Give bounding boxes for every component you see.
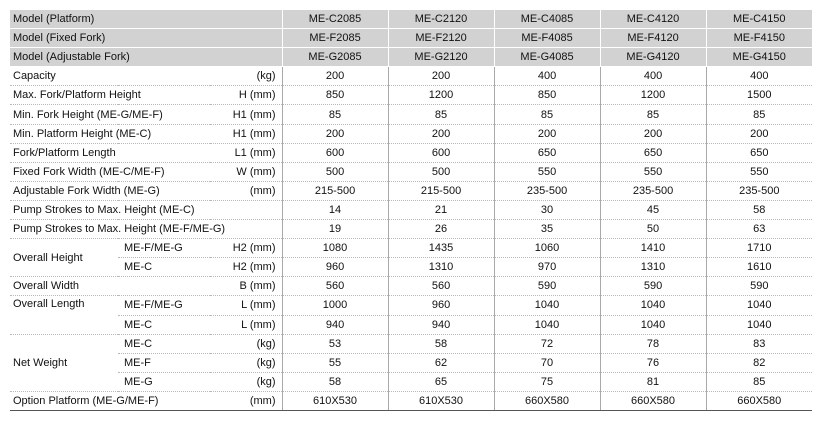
value-cell: 85 — [706, 372, 812, 391]
row-label: Adjustable Fork Width (ME-G) — [10, 181, 210, 200]
row-adjustable-fork-width — [10, 181, 812, 200]
header-row-fixed-fork — [10, 29, 812, 48]
row-unit: (mm) — [210, 391, 282, 410]
value-cell: 19 — [282, 220, 388, 239]
value-cell: 70 — [494, 353, 600, 372]
value-cell: 660X580 — [706, 391, 812, 410]
row-unit: (mm) — [210, 181, 282, 200]
value-cell: 63 — [706, 220, 812, 239]
value-cell: 650 — [600, 143, 706, 162]
value-cell: 85 — [600, 105, 706, 124]
value-cell: 610X530 — [388, 391, 494, 410]
value-cell: 26 — [388, 220, 494, 239]
row-label: Fixed Fork Width (ME-C/ME-F) — [10, 162, 210, 181]
row-unit: L (mm) — [210, 296, 282, 315]
value-cell: 76 — [600, 353, 706, 372]
sub-model: ME-C — [118, 315, 210, 334]
row-unit: L1 (mm) — [210, 143, 282, 162]
value-cell: 610X530 — [282, 391, 388, 410]
row-unit: L (mm) — [210, 315, 282, 334]
sub-model: ME-G — [118, 372, 210, 391]
sub-model: ME-F/ME-G — [118, 296, 210, 315]
row-unit: H2 (mm) — [210, 239, 282, 258]
value-cell: 1435 — [388, 239, 494, 258]
group-label: Overall Height — [10, 239, 118, 277]
value-cell: 660X580 — [494, 391, 600, 410]
value-cell: 200 — [388, 67, 494, 86]
header-row-adjustable-fork — [10, 48, 812, 67]
row-unit: H2 (mm) — [210, 258, 282, 277]
model-cell: ME-C2120 — [388, 10, 494, 29]
value-cell: 72 — [494, 334, 600, 353]
spec-table — [10, 10, 812, 411]
value-cell: 1610 — [706, 258, 812, 277]
row-min-platform-height — [10, 124, 812, 143]
header-label: Model (Adjustable Fork) — [10, 48, 282, 67]
sub-model: ME-C — [118, 334, 210, 353]
row-label: Option Platform (ME-G/ME-F) — [10, 391, 210, 410]
value-cell: 550 — [494, 162, 600, 181]
value-cell: 960 — [388, 296, 494, 315]
value-cell: 650 — [706, 143, 812, 162]
model-cell: ME-C4120 — [600, 10, 706, 29]
value-cell: 85 — [282, 105, 388, 124]
row-label: Min. Fork Height (ME-G/ME-F) — [10, 105, 210, 124]
value-cell: 400 — [600, 67, 706, 86]
value-cell: 550 — [600, 162, 706, 181]
value-cell: 45 — [600, 200, 706, 219]
value-cell: 660X580 — [600, 391, 706, 410]
value-cell: 235-500 — [706, 181, 812, 200]
row-label: Overall Width — [10, 277, 210, 296]
value-cell: 81 — [600, 372, 706, 391]
value-cell: 590 — [600, 277, 706, 296]
value-cell: 1310 — [600, 258, 706, 277]
value-cell: 1040 — [494, 296, 600, 315]
group-label: Overall Length — [10, 296, 118, 334]
sub-model: ME-F — [118, 353, 210, 372]
row-unit: (kg) — [210, 372, 282, 391]
value-cell: 1040 — [706, 296, 812, 315]
value-cell: 940 — [282, 315, 388, 334]
value-cell: 85 — [388, 105, 494, 124]
value-cell: 200 — [388, 124, 494, 143]
header-label: Model (Platform) — [10, 10, 282, 29]
value-cell: 1200 — [388, 86, 494, 105]
value-cell: 200 — [282, 67, 388, 86]
row-unit: (kg) — [210, 353, 282, 372]
model-cell: ME-C4150 — [706, 10, 812, 29]
model-cell: ME-G4085 — [494, 48, 600, 67]
value-cell: 30 — [494, 200, 600, 219]
row-unit: H1 (mm) — [210, 105, 282, 124]
value-cell: 500 — [282, 162, 388, 181]
value-cell: 400 — [706, 67, 812, 86]
model-cell: ME-C2085 — [282, 10, 388, 29]
row-unit: W (mm) — [210, 162, 282, 181]
row-option-platform — [10, 391, 812, 410]
sub-model: ME-C — [118, 258, 210, 277]
value-cell: 560 — [388, 277, 494, 296]
value-cell: 400 — [494, 67, 600, 86]
value-cell: 215-500 — [388, 181, 494, 200]
value-cell: 62 — [388, 353, 494, 372]
model-cell: ME-G4120 — [600, 48, 706, 67]
sub-model: ME-F/ME-G — [118, 239, 210, 258]
row-label: Pump Strokes to Max. Height (ME-F/ME-G) — [10, 220, 282, 239]
row-overall-length-fg — [10, 296, 812, 315]
value-cell: 215-500 — [282, 181, 388, 200]
value-cell: 590 — [706, 277, 812, 296]
row-pump-strokes-fg — [10, 220, 812, 239]
model-cell: ME-C4085 — [494, 10, 600, 29]
value-cell: 200 — [494, 124, 600, 143]
row-overall-height-c — [10, 258, 812, 277]
value-cell: 940 — [388, 315, 494, 334]
value-cell: 55 — [282, 353, 388, 372]
row-net-weight-c — [10, 334, 812, 353]
value-cell: 200 — [282, 124, 388, 143]
value-cell: 58 — [282, 372, 388, 391]
value-cell: 83 — [706, 334, 812, 353]
row-label: Pump Strokes to Max. Height (ME-C) — [10, 200, 282, 219]
value-cell: 1000 — [282, 296, 388, 315]
value-cell: 85 — [706, 105, 812, 124]
model-cell: ME-F4150 — [706, 29, 812, 48]
row-pump-strokes-c — [10, 200, 812, 219]
value-cell: 600 — [282, 143, 388, 162]
row-overall-height-fg — [10, 239, 812, 258]
value-cell: 50 — [600, 220, 706, 239]
value-cell: 1040 — [706, 315, 812, 334]
value-cell: 65 — [388, 372, 494, 391]
value-cell: 58 — [388, 334, 494, 353]
value-cell: 1040 — [494, 315, 600, 334]
model-cell: ME-G4150 — [706, 48, 812, 67]
row-unit: H1 (mm) — [210, 124, 282, 143]
value-cell: 650 — [494, 143, 600, 162]
row-unit: (kg) — [210, 67, 282, 86]
value-cell: 200 — [706, 124, 812, 143]
value-cell: 550 — [706, 162, 812, 181]
value-cell: 970 — [494, 258, 600, 277]
row-unit: (kg) — [210, 334, 282, 353]
value-cell: 960 — [282, 258, 388, 277]
row-min-fork-height — [10, 105, 812, 124]
value-cell: 53 — [282, 334, 388, 353]
value-cell: 75 — [494, 372, 600, 391]
header-row-platform — [10, 10, 812, 29]
value-cell: 235-500 — [494, 181, 600, 200]
value-cell: 1710 — [706, 239, 812, 258]
value-cell: 850 — [282, 86, 388, 105]
value-cell: 500 — [388, 162, 494, 181]
value-cell: 560 — [282, 277, 388, 296]
value-cell: 1080 — [282, 239, 388, 258]
value-cell: 35 — [494, 220, 600, 239]
value-cell: 78 — [600, 334, 706, 353]
value-cell: 14 — [282, 200, 388, 219]
value-cell: 85 — [494, 105, 600, 124]
row-unit: B (mm) — [210, 277, 282, 296]
row-label: Fork/Platform Length — [10, 143, 210, 162]
value-cell: 235-500 — [600, 181, 706, 200]
model-cell: ME-G2120 — [388, 48, 494, 67]
row-capacity — [10, 67, 812, 86]
model-cell: ME-F4120 — [600, 29, 706, 48]
value-cell: 600 — [388, 143, 494, 162]
row-overall-width — [10, 277, 812, 296]
value-cell: 58 — [706, 200, 812, 219]
value-cell: 1040 — [600, 315, 706, 334]
model-cell: ME-G2085 — [282, 48, 388, 67]
value-cell: 1410 — [600, 239, 706, 258]
value-cell: 82 — [706, 353, 812, 372]
value-cell: 1200 — [600, 86, 706, 105]
value-cell: 1500 — [706, 86, 812, 105]
row-overall-length-c — [10, 315, 812, 334]
group-label: Net Weight — [10, 334, 118, 391]
value-cell: 1040 — [600, 296, 706, 315]
row-net-weight-g — [10, 372, 812, 391]
value-cell: 590 — [494, 277, 600, 296]
value-cell: 1310 — [388, 258, 494, 277]
row-unit: H (mm) — [210, 86, 282, 105]
row-max-height — [10, 86, 812, 105]
row-net-weight-f — [10, 353, 812, 372]
model-cell: ME-F2085 — [282, 29, 388, 48]
value-cell: 1060 — [494, 239, 600, 258]
row-label: Max. Fork/Platform Height — [10, 86, 210, 105]
row-fork-length — [10, 143, 812, 162]
header-label: Model (Fixed Fork) — [10, 29, 282, 48]
row-fixed-fork-width — [10, 162, 812, 181]
model-cell: ME-F4085 — [494, 29, 600, 48]
value-cell: 850 — [494, 86, 600, 105]
value-cell: 200 — [600, 124, 706, 143]
row-label: Capacity — [10, 67, 210, 86]
value-cell: 21 — [388, 200, 494, 219]
row-label: Min. Platform Height (ME-C) — [10, 124, 210, 143]
model-cell: ME-F2120 — [388, 29, 494, 48]
